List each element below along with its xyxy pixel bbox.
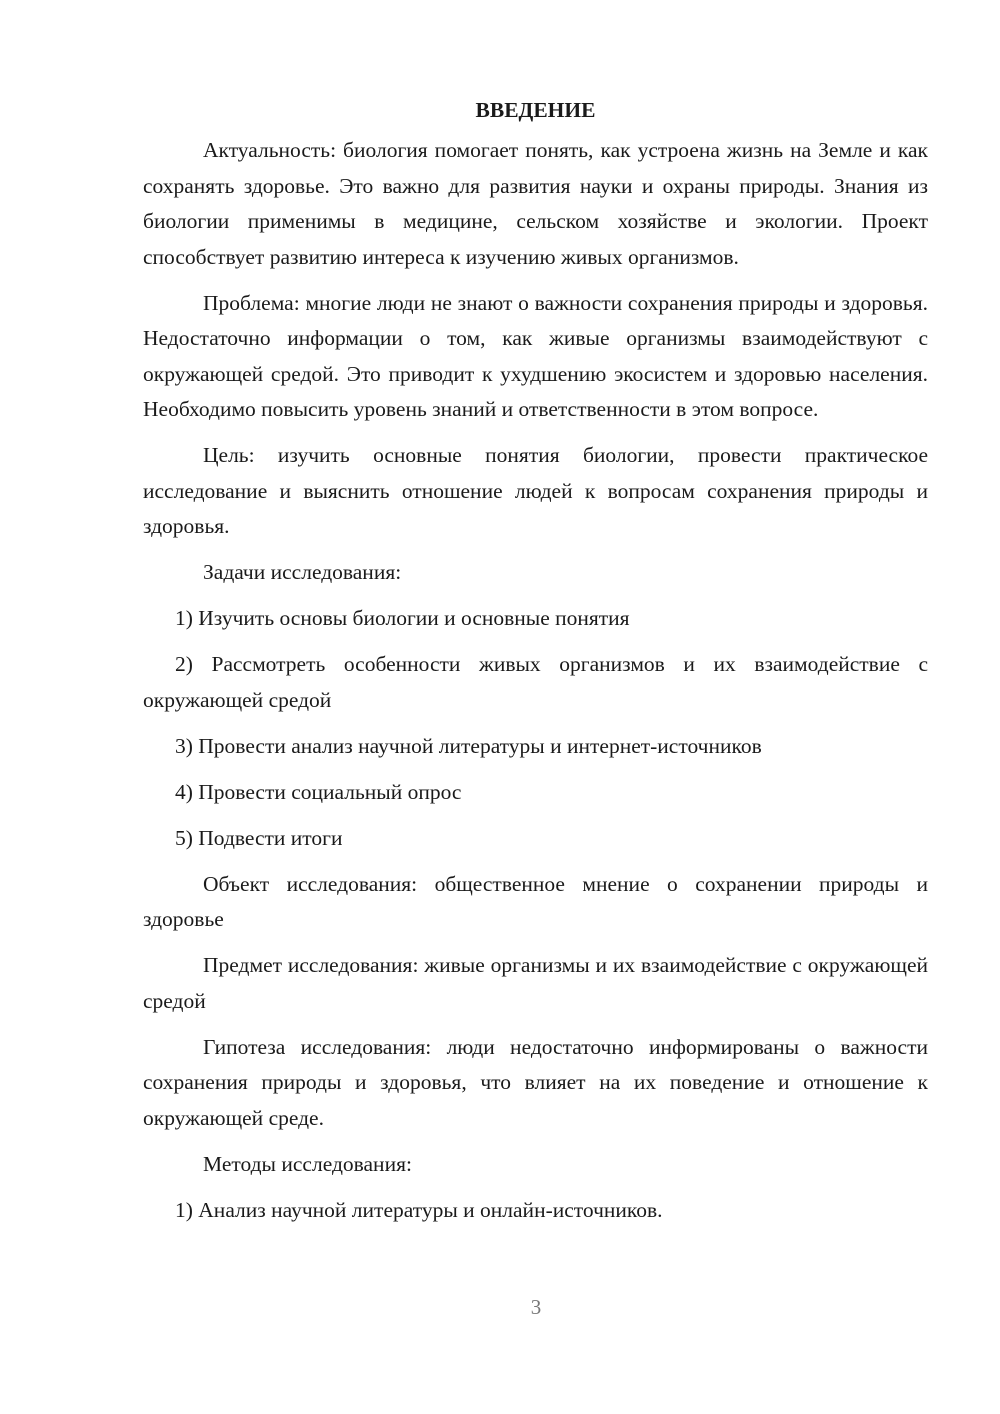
method-item-1: 1) Анализ научной литературы и онлайн-источников. xyxy=(175,1197,663,1222)
hypothesis-paragraph: Гипотеза исследования: люди недостаточно информированы о важности сохранения природы и здоровья, что влияет на их поведение и отношение к окружающей среде. xyxy=(143,1034,928,1130)
task-item-1: 1) Изучить основы биологии и основные понятия xyxy=(175,606,630,630)
subject-paragraph: Предмет исследования: живые организмы и их взаимодействие с окружающей средой xyxy=(143,953,928,1013)
task-item-3: 3) Провести анализ научной литературы и интернет-источников xyxy=(175,733,762,758)
task-item-4: 4) Провести социальный опрос xyxy=(175,779,462,804)
relevance-paragraph: Актуальность: биология помогает понять, как устроена жизнь на Земле и как сохранять здоровье. Это важно для развития науки и охраны природы. Знания из биологии применимы в медицине, сельском хозяйстве и экологии. Проект способствует развитию интереса к изучению живых организмов. xyxy=(143,138,928,269)
problem-paragraph: Проблема: многие люди не знают о важности сохранения природы и здоровья. Недостаточно информации о том, как живые организмы взаимодействуют с окружающей средой. Это приводит к ухудшению экосистем и здоровью населения. Необходимо повысить уровень знаний и ответственности в этом вопросе. xyxy=(143,290,928,421)
task-item-2: 2) Рассмотреть особенности живых организмов и их взаимодействие с окружающей средой xyxy=(143,652,928,712)
goal-paragraph: Цель: изучить основные понятия биологии, провести практическое исследование и выяснить отношение людей к вопросам сохранения природы и здоровья. xyxy=(143,443,928,538)
section-heading: ВВЕДЕНИЕ xyxy=(475,98,596,122)
task-item-5: 5) Подвести итоги xyxy=(175,825,343,850)
tasks-heading: Задачи исследования: xyxy=(203,560,402,584)
page-number: 3 xyxy=(530,1295,542,1319)
object-paragraph: Объект исследования: общественное мнение о сохранении природы и здоровье xyxy=(143,871,928,931)
methods-heading: Методы исследования: xyxy=(203,1151,412,1176)
document-page xyxy=(143,95,928,1239)
